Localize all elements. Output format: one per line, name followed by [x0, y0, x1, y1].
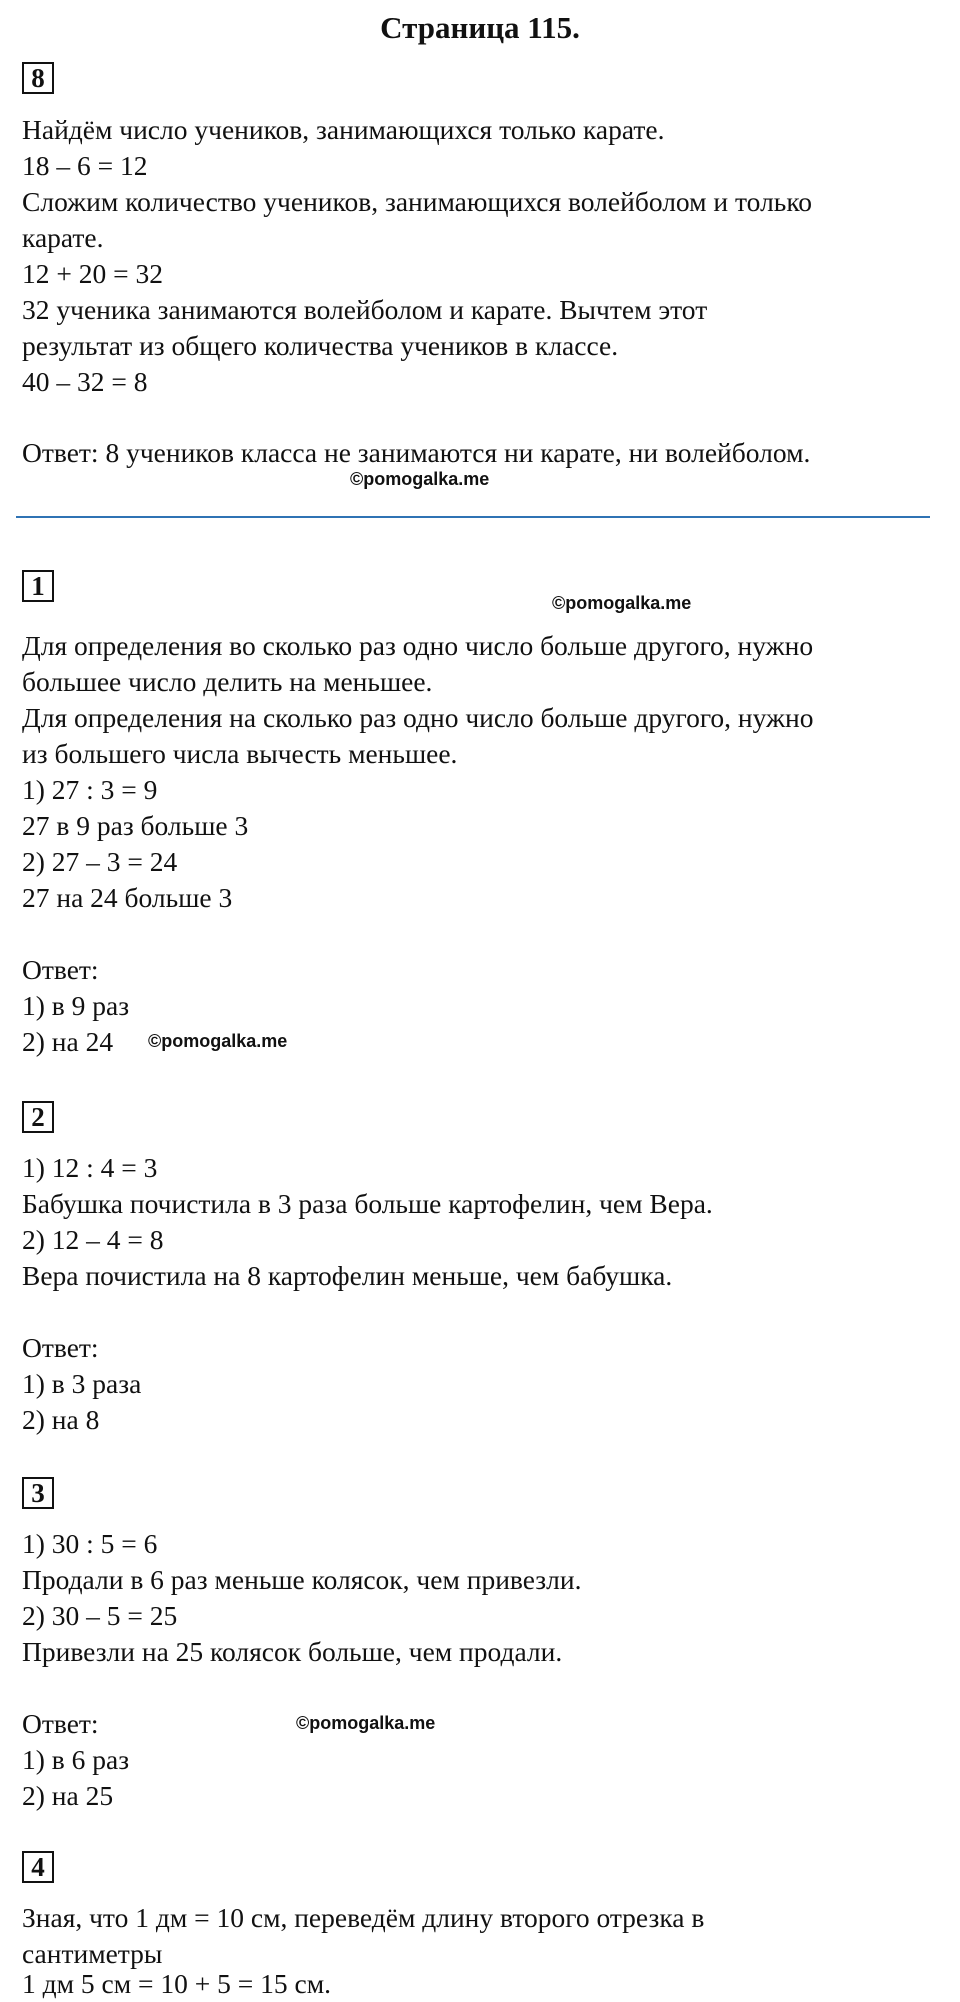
- text-line: сантиметры: [22, 1938, 163, 1969]
- text-line: Для определения во сколько раз одно число больше другого, нужно: [22, 630, 814, 661]
- text-line: 18 – 6 = 12: [22, 150, 148, 181]
- text-line: 27 на 24 больше 3: [22, 882, 233, 913]
- text-line: Зная, что 1 дм = 10 см, переведём длину второго отрезка в: [22, 1902, 705, 1933]
- text-line: Привезли на 25 колясок больше, чем продали.: [22, 1636, 563, 1667]
- text-line: 1 дм 5 см = 10 + 5 = 15 см.: [22, 1968, 332, 1999]
- text-line: Бабушка почистила в 3 раза больше картофелин, чем Вера.: [22, 1188, 713, 1219]
- answer-label: Ответ:: [22, 1332, 99, 1363]
- text-line: результат из общего количества учеников в классе.: [22, 330, 619, 361]
- text-line: Найдём число учеников, занимающихся только карате.: [22, 114, 665, 145]
- watermark: ©pomogalka.me: [552, 593, 692, 613]
- text-line: 12 + 20 = 32: [22, 258, 164, 289]
- watermark: ©pomogalka.me: [350, 469, 490, 489]
- answer-line: 2) на 25: [22, 1780, 114, 1811]
- watermark: ©pomogalka.me: [296, 1713, 436, 1733]
- text-line: Вера почистила на 8 картофелин меньше, чем бабушка.: [22, 1260, 673, 1291]
- text-line: 2) 27 – 3 = 24: [22, 846, 178, 877]
- text-line: из большего числа вычесть меньшее.: [22, 738, 458, 769]
- text-line: 1) 12 : 4 = 3: [22, 1152, 158, 1183]
- answer-line: 1) в 9 раз: [22, 990, 130, 1021]
- text-line: Продали в 6 раз меньше колясок, чем привезли.: [22, 1564, 582, 1595]
- text-line: Для определения на сколько раз одно число больше другого, нужно: [22, 702, 814, 733]
- text-line: 1) 27 : 3 = 9: [22, 774, 158, 805]
- text-line: 27 в 9 раз больше 3: [22, 810, 249, 841]
- answer-line: Ответ: 8 учеников класса не занимаются ни карате, ни волейболом.: [22, 437, 811, 468]
- text-line: карате.: [22, 222, 104, 253]
- text-line: 2) 12 – 4 = 8: [22, 1224, 164, 1255]
- answer-line: 2) на 8: [22, 1404, 100, 1435]
- text-line: Сложим количество учеников, занимающихся волейболом и только: [22, 186, 813, 217]
- task-number-box-1: 1: [22, 570, 54, 602]
- answer-line: 2) на 24: [22, 1026, 114, 1057]
- text-line: 2) 30 – 5 = 25: [22, 1600, 178, 1631]
- answer-label: Ответ:: [22, 1708, 99, 1739]
- task-number-box-4: 4: [22, 1851, 54, 1883]
- text-line: 32 ученика занимаются волейболом и карате. Вычтем этот: [22, 294, 708, 325]
- text-line: 1) 30 : 5 = 6: [22, 1528, 158, 1559]
- section-divider: [16, 516, 930, 518]
- text-line: большее число делить на меньшее.: [22, 666, 433, 697]
- page-title: Страница 115.: [380, 10, 580, 45]
- answer-label: Ответ:: [22, 954, 99, 985]
- answer-line: 1) в 6 раз: [22, 1744, 130, 1775]
- task-number-box-2: 2: [22, 1101, 54, 1133]
- answer-line: 1) в 3 раза: [22, 1368, 142, 1399]
- text-line: 40 – 32 = 8: [22, 366, 148, 397]
- task-number-box-8: 8: [22, 62, 54, 94]
- task-number-box-3: 3: [22, 1477, 54, 1509]
- watermark: ©pomogalka.me: [148, 1031, 288, 1051]
